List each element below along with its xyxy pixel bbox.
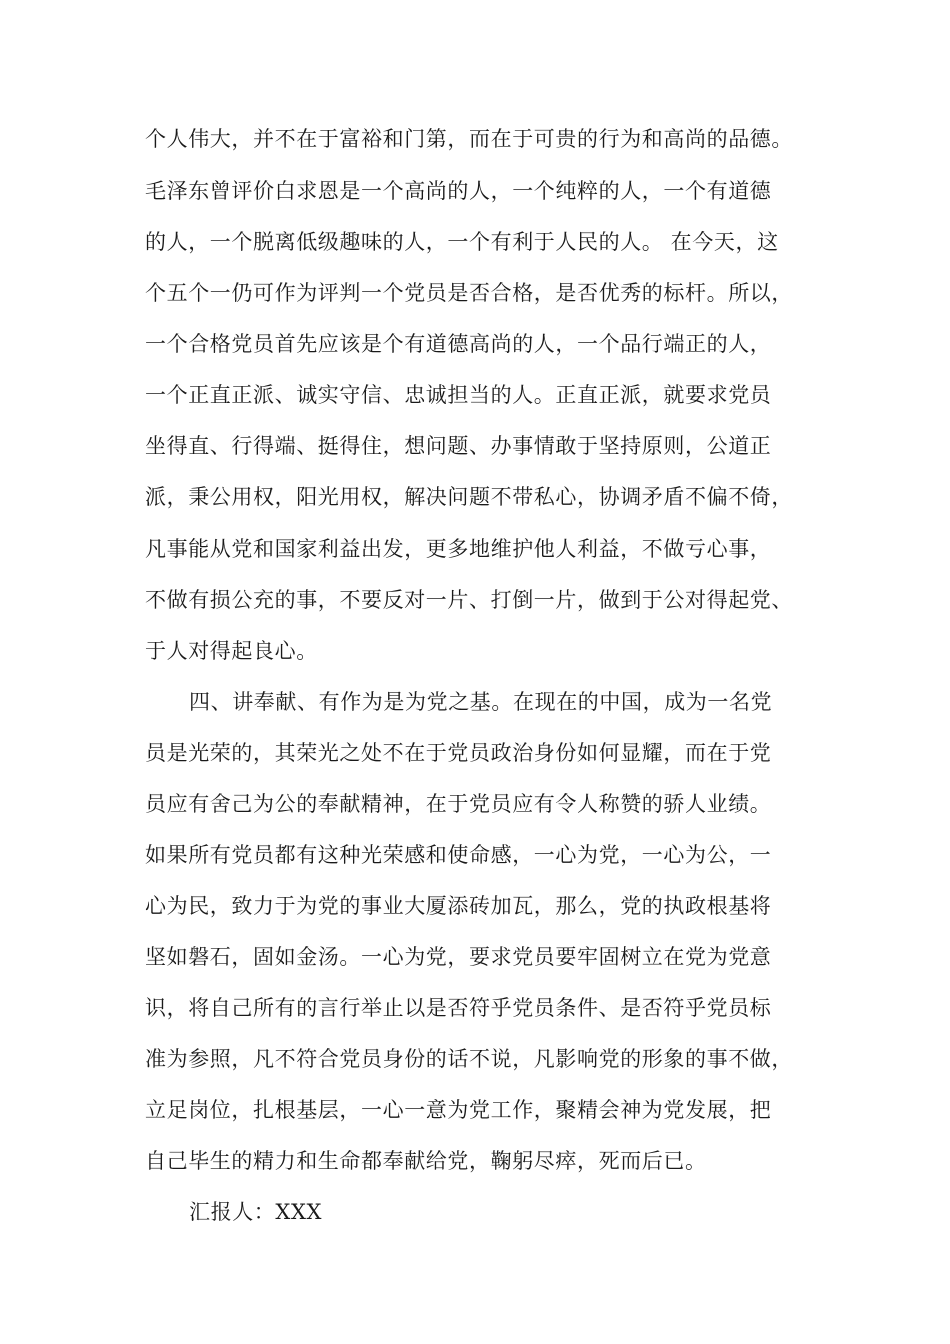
text-line: 毛泽东曾评价白求恩是一个高尚的人，一个纯粹的人，一个有道德 <box>145 179 772 203</box>
text-line: 个五个一仍可作为评判一个党员是否合格，是否优秀的标杆。所以， <box>145 281 793 305</box>
text-line: 派，秉公用权，阳光用权，解决问题不带私心，协调矛盾不偏不倚， <box>145 485 793 509</box>
text-line: 个人伟大，并不在于富裕和门第，而在于可贵的行为和高尚的品德。 <box>145 127 793 151</box>
text-line: 员应有舍己为公的奉献精神，在于党员应有令人称赞的骄人业绩。 <box>145 792 772 816</box>
text-line: 自己毕生的精力和生命都奉献给党，鞠躬尽瘁，死而后已。 <box>145 1149 707 1173</box>
text-line: 立足岗位，扎根基层，一心一意为党工作，聚精会神为党发展，把 <box>145 1098 772 1122</box>
text-line: 员是光荣的，其荣光之处不在于党员政治身份如何显耀，而在于党 <box>145 741 772 765</box>
text-line: 如果所有党员都有这种光荣感和使命感，一心为党，一心为公，一 <box>145 843 772 867</box>
text-line: 识，将自己所有的言行举止以是否符乎党员条件、是否符乎党员标 <box>145 996 772 1020</box>
paragraph-start-line: 四、讲奉献、有作为是为党之基。在现在的中国，成为一名党 <box>189 690 773 714</box>
text-line: 不做有损公充的事，不要反对一片、打倒一片，做到于公对得起党、 <box>145 588 793 612</box>
text-line: 准为参照，凡不符合党员身份的话不说，凡影响党的形象的事不做， <box>145 1047 793 1071</box>
text-line: 凡事能从党和国家利益出发，更多地维护他人利益，不做亏心事， <box>145 537 772 561</box>
text-line: 心为民，致力于为党的事业大厦添砖加瓦，那么，党的执政根基将 <box>145 894 772 918</box>
text-line: 的人，一个脱离低级趣味的人，一个有利于人民的人。 在今天，这 <box>145 230 779 254</box>
text-line: 坚如磐石，固如金汤。一心为党，要求党员要牢固树立在党为党意 <box>145 945 772 969</box>
text-line: 于人对得起良心。 <box>145 639 318 663</box>
text-line: 坐得直、行得端、挺得住，想问题、办事情敢于坚持原则，公道正 <box>145 434 772 458</box>
text-line: 一个合格党员首先应该是个有道德高尚的人，一个品行端正的人， <box>145 332 772 356</box>
signature-line: 汇报人：XXX <box>189 1200 323 1224</box>
text-line: 一个正直正派、诚实守信、忠诚担当的人。正直正派，就要求党员 <box>145 383 772 407</box>
